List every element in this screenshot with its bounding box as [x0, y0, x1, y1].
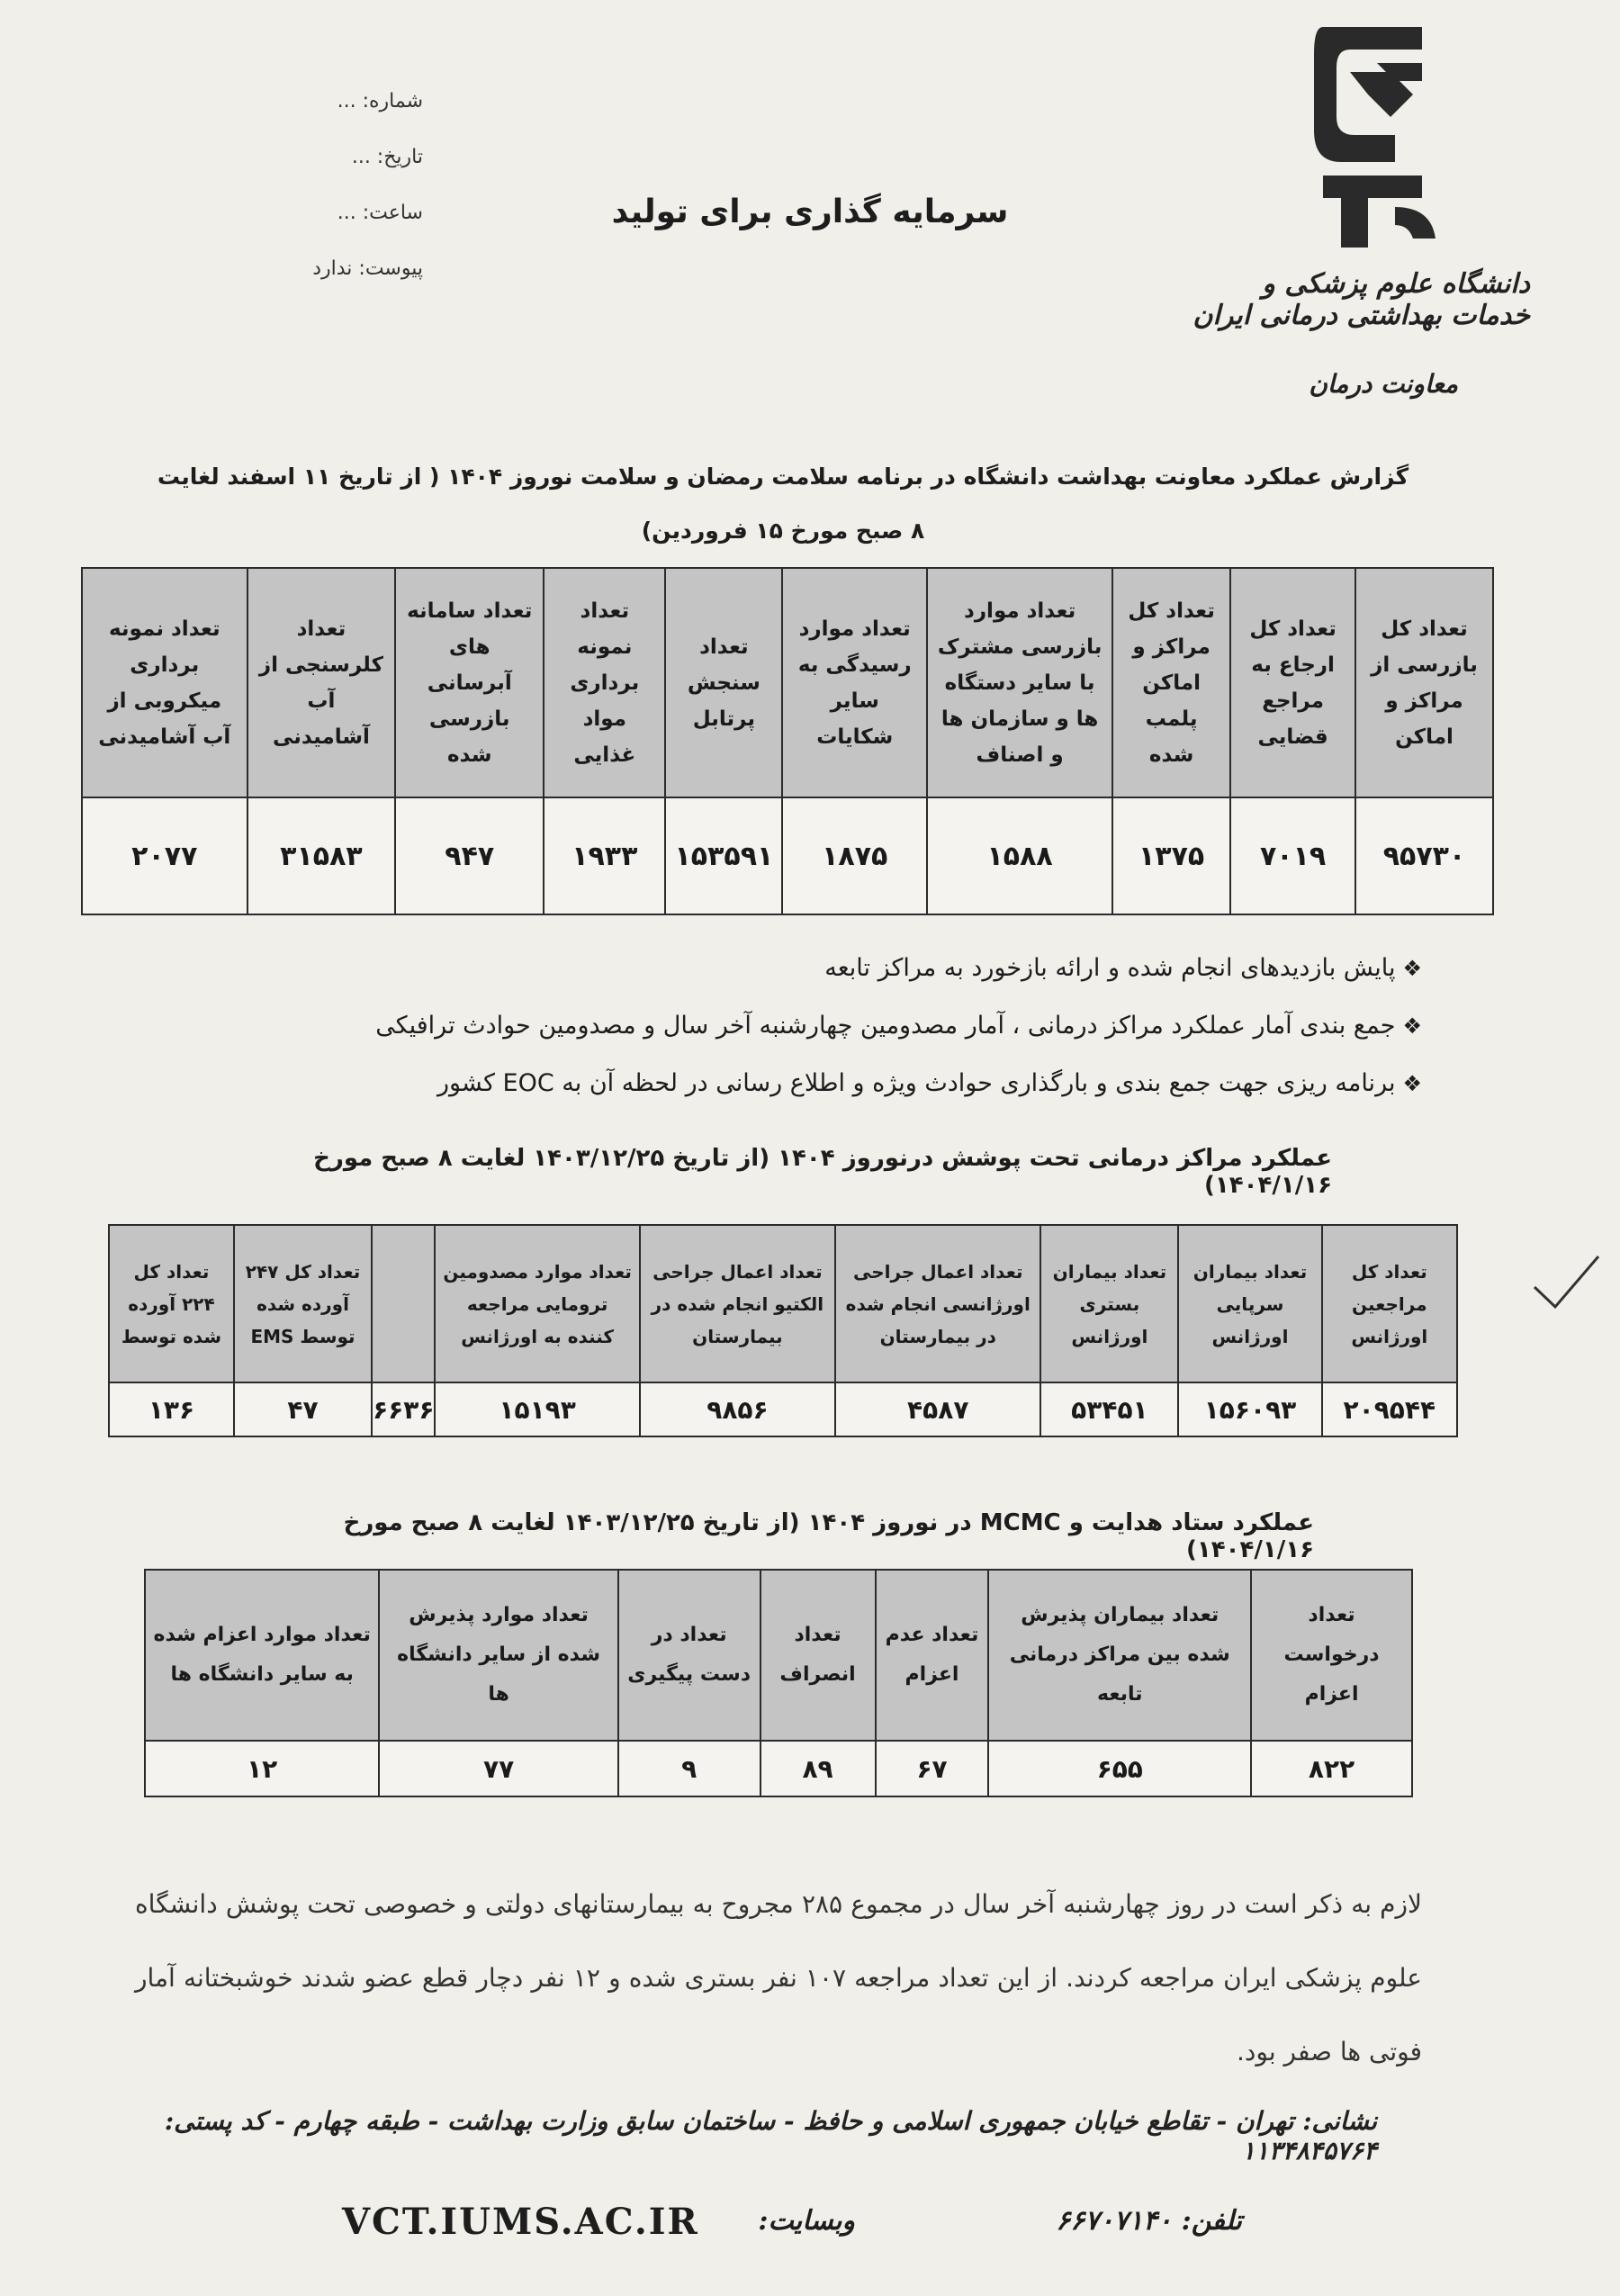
table-cell: ۱۵۳۵۹۱: [665, 797, 782, 914]
table-cell: ۱۳۷۵: [1112, 797, 1230, 914]
table-cell: ۸۹: [760, 1741, 876, 1796]
list-item: [207, 1069, 1422, 1127]
table-row: [109, 1382, 1457, 1436]
list-item-text: جمع بندی آمار عملکرد مراکز درمانی ، آمار مصدومین چهارشنبه آخر سال و مصدومین حوادث ترافیکی: [375, 1012, 1396, 1040]
university-logo-icon: [1287, 18, 1449, 252]
table-cell: ۹۴۷: [395, 797, 544, 914]
table-cell: ۱۵۸۸: [927, 797, 1112, 914]
table-header-cell: تعداد کل ارجاع به مراجع قضایی: [1230, 568, 1355, 797]
table-cell: ۹: [618, 1741, 760, 1796]
table-cell: ۳۱۵۸۳: [248, 797, 396, 914]
table-cell: ۲۰۷۷: [82, 797, 248, 914]
checkmark-icon: [1530, 1251, 1602, 1314]
table-cell: ۹۵۷۳۰: [1355, 797, 1493, 914]
table-header-cell: تعداد سامانه های آبرسانی بازرسی شده: [395, 568, 544, 797]
treatment-centers-title: عملکرد مراکز درمانی تحت پوشش درنوروز ۱۴۰۴ (از تاریخ ۱۴۰۳/۱۲/۲۵ لغایت ۸ صبح مورخ ۱۴۰۴/۱/۱۶): [313, 1145, 1332, 1199]
table-cell: ۲۰۹۵۴۴: [1322, 1382, 1457, 1436]
injury-note-paragraph: لازم به ذکر است در روز چهارشنبه آخر سال در مجموع ۲۸۵ مجروح به بیمارستانهای دولتی و خصوصی تحت پوشش دانشگاه علوم پزشکی ایران مراجعه کردند. از این تعداد مراجعه ۱۰۷ نفر بستری شده و ۱۲ نفر دچار قطع عضو شدند خوشبختانه آمار فوتی ها صفر بود.: [135, 1889, 1423, 2066]
table-header-cell: تعداد موارد بازرسی مشترک با سایر دستگاه ها و سازمان ها و اصناف: [927, 568, 1112, 797]
health-inspection-table: [81, 567, 1494, 915]
table-cell: ۴۷: [234, 1382, 372, 1436]
table-header-cell: تعداد سنجش پرتابل: [665, 568, 782, 797]
table-header-cell: تعداد کل بازرسی از مراکز و اماکن: [1355, 568, 1493, 797]
table-cell: ۸۲۲: [1251, 1741, 1412, 1796]
table-cell: ۱۹۳۳: [544, 797, 665, 914]
table-header-cell: تعداد درخواست اعزام: [1251, 1570, 1412, 1741]
table-header-cell: تعداد کل مراکز و اماکن پلمب شده: [1112, 568, 1230, 797]
letter-meta: [225, 90, 423, 313]
mcmc-table: [144, 1569, 1413, 1797]
footer-phone: تلفن: ۶۶۷۰۷۱۴۰: [1056, 2205, 1242, 2237]
table-header-cell: تعداد موارد مصدومین ترومایی مراجعه کننده به اورژانس: [435, 1225, 639, 1382]
mcmc-title: عملکرد ستاد هدایت و MCMC در نوروز ۱۴۰۴ (از تاریخ ۱۴۰۳/۱۲/۲۵ لغایت ۸ صبح مورخ ۱۴۰۴/۱/۱۶): [343, 1509, 1314, 1563]
table-cell: ۱۵۱۹۳: [435, 1382, 639, 1436]
table-header-cell: تعداد موارد پذیرش شده از سایر دانشگاه ها: [379, 1570, 617, 1741]
table-header-cell: تعداد عدم اعزام: [876, 1570, 989, 1741]
table-cell: ۷۷: [379, 1741, 617, 1796]
table-row: [82, 797, 1493, 914]
table-cell: ۶۷: [876, 1741, 989, 1796]
table-cell: ۴۵۸۷: [835, 1382, 1040, 1436]
table-header-cell: تعداد در دست پیگیری: [618, 1570, 760, 1741]
table-header-cell: تعداد نمونه برداری مواد غذایی: [544, 568, 665, 797]
letter-time: ساعت: ...: [337, 202, 423, 224]
footer-website-label: وبسایت:: [758, 2205, 855, 2237]
table-header-cell: تعداد کل مراجعین اورژانس: [1322, 1225, 1457, 1382]
table-cell: ۷۰۱۹: [1230, 797, 1355, 914]
letter-date: تاریخ: ...: [351, 146, 423, 168]
list-item: [207, 954, 1422, 1012]
report-title: گزارش عملکرد معاونت بهداشت دانشگاه در برنامه سلامت رمضان و سلامت نوروز ۱۴۰۴ ( از تاریخ ۱۱ اسفند لغایت ۸ صبح مورخ ۱۵ فروردین): [157, 464, 1409, 544]
table-header-cell: تعداد نمونه برداری میکروبی از آب آشامیدنی: [82, 568, 248, 797]
table-header-cell: تعداد موارد اعزام شده به سایر دانشگاه ها: [145, 1570, 379, 1741]
table-header-row: [109, 1225, 1457, 1382]
table-header-cell: تعداد کلرسنجی از آب آشامیدنی: [248, 568, 396, 797]
table-header-cell: تعداد اعمال جراحی الکتیو انجام شده در بیمارستان: [640, 1225, 835, 1382]
table-cell: ۱۸۷۵: [782, 797, 927, 914]
table-header-cell: تعداد بیماران پذیرش شده بین مراکز درمانی تابعه: [988, 1570, 1251, 1741]
table-header-cell: تعداد اعمال جراحی اورژانسی انجام شده در بیمارستان: [835, 1225, 1040, 1382]
letter-attachment: پیوست: ندارد: [312, 257, 423, 280]
diamond-bullet-icon: ❖: [1402, 956, 1422, 981]
table-row: [145, 1741, 1412, 1796]
table-header-cell: تعداد انصراف: [760, 1570, 876, 1741]
slogan-title: سرمایه گذاری برای تولید: [611, 194, 1009, 230]
footer-address: نشانی: تهران - تقاطع خیابان جمهوری اسلامی و حافظ - ساختمان سابق وزارت بهداشت - طبقه چهارم - کد پستی: ۱۱۳۴۸۴۵۷۶۴: [164, 2106, 1377, 2165]
footer-website: VCT.IUMS.AC.IR: [342, 2201, 699, 2243]
table-cell: ۱۲: [145, 1741, 379, 1796]
table-header-cell: تعداد بیماران سرپایی اورژانس: [1178, 1225, 1321, 1382]
table-header-cell: [372, 1225, 435, 1382]
table-cell: ۶۵۵: [988, 1741, 1251, 1796]
table-cell: ۹۸۵۶: [640, 1382, 835, 1436]
university-name: دانشگاه علوم پزشکی و خدمات بهداشتی درمانی ایران: [1192, 268, 1530, 331]
table-header-cell: تعداد کل ۲۲۴ آورده شده توسط: [109, 1225, 234, 1382]
table-cell: ۵۳۴۵۱: [1040, 1382, 1178, 1436]
table-cell: ۱۳۶: [109, 1382, 234, 1436]
list-item: [207, 1012, 1422, 1069]
table-header-row: [145, 1570, 1412, 1741]
diamond-bullet-icon: ❖: [1402, 1071, 1422, 1096]
table-header-cell: تعداد موارد رسیدگی به سایر شکایات: [782, 568, 927, 797]
table-header-row: [82, 568, 1493, 797]
treatment-centers-table: [108, 1224, 1458, 1437]
table-cell: ۱۵۶۰۹۳: [1178, 1382, 1321, 1436]
letter-number: شماره: ...: [337, 90, 423, 113]
table-header-cell: تعداد بیماران بستری اورژانس: [1040, 1225, 1178, 1382]
table-cell: ۶۶۳۶: [372, 1382, 435, 1436]
list-item-text: برنامه ریزی جهت جمع بندی و بارگذاری حوادث ویژه و اطلاع رسانی در لحظه آن به EOC کشور: [437, 1069, 1396, 1097]
activity-bullet-list: [207, 954, 1422, 1127]
department-name: معاونت درمان: [1309, 369, 1458, 399]
diamond-bullet-icon: ❖: [1402, 1013, 1422, 1039]
table-header-cell: تعداد کل ۲۴۷ آورده شده توسط EMS: [234, 1225, 372, 1382]
list-item-text: پایش بازدیدهای انجام شده و ارائه بازخورد به مراکز تابعه: [824, 954, 1396, 982]
